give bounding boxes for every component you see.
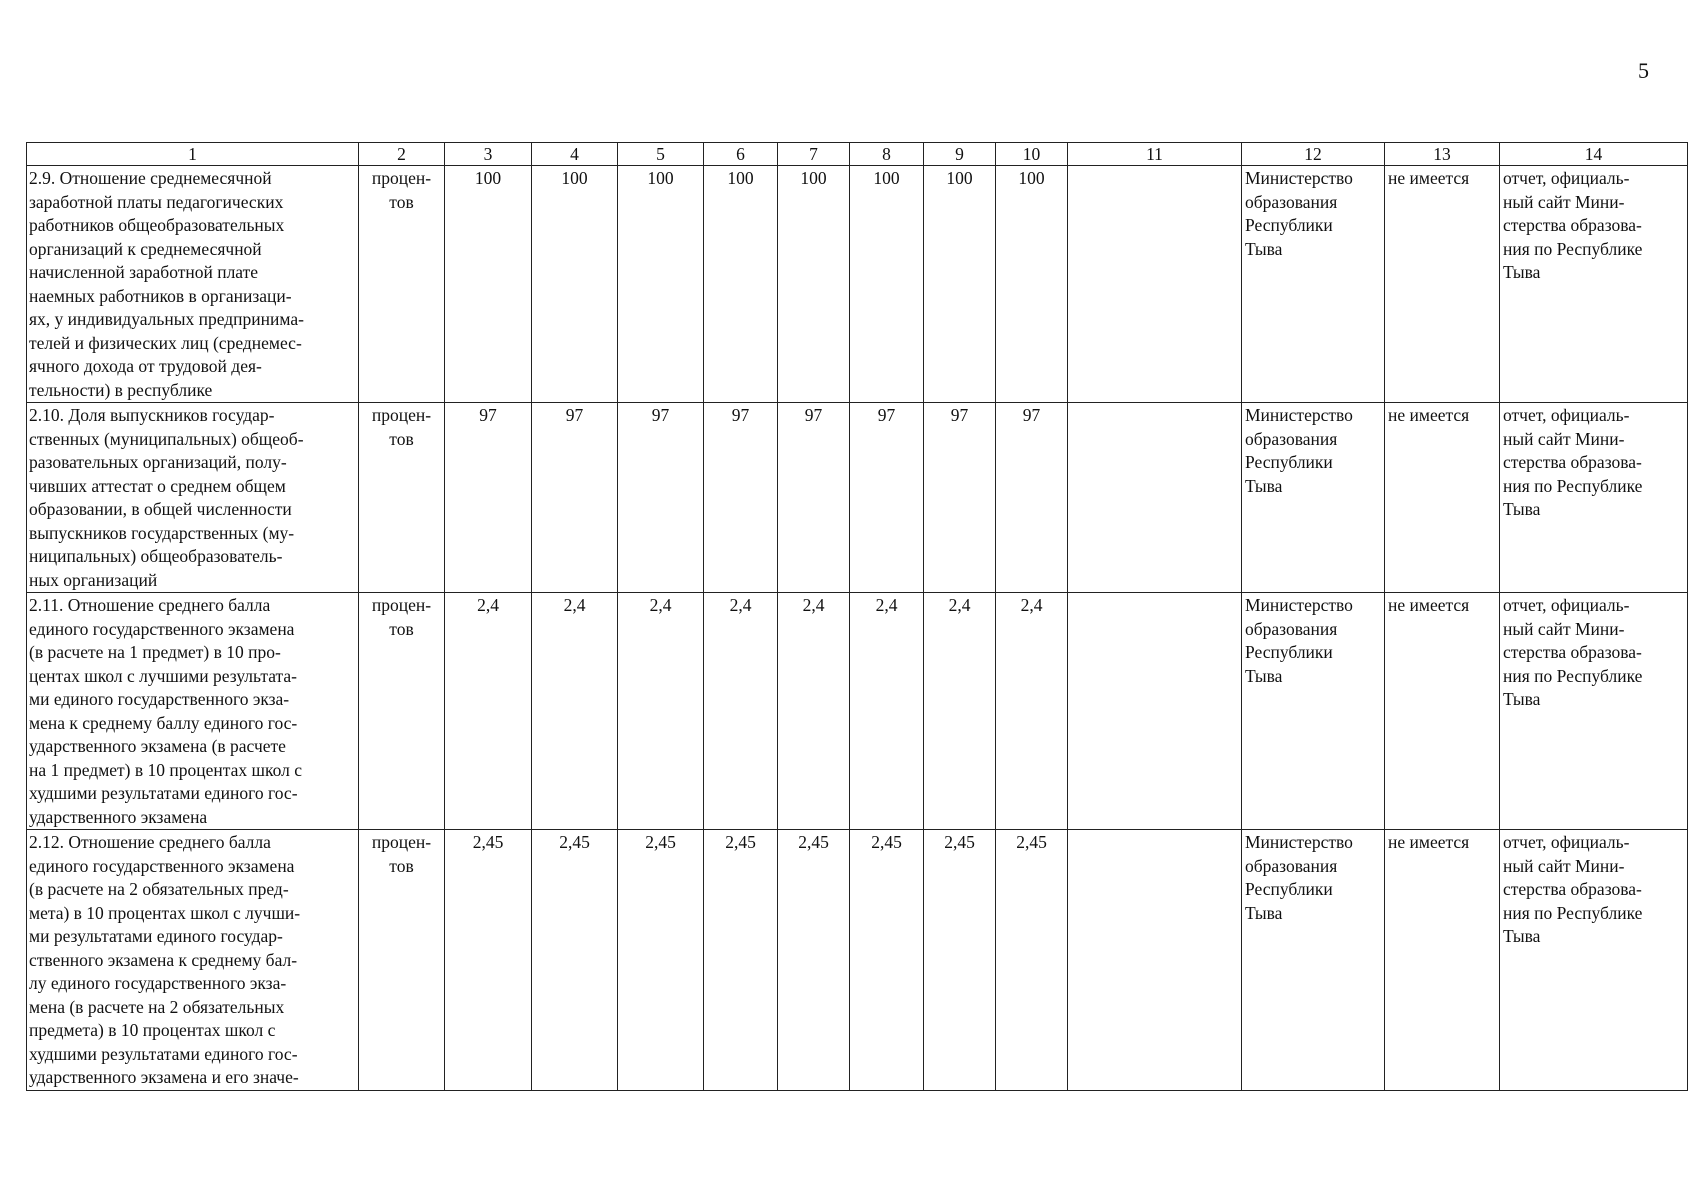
cell-text-line: ный сайт Мини- xyxy=(1503,855,1625,876)
cell-text-line: Тыва xyxy=(1245,902,1283,923)
cell-text-line: Министерство xyxy=(1245,405,1353,425)
header-cell: 8 xyxy=(850,143,924,166)
cell-text-line: лу единого государственного экза- xyxy=(29,973,287,993)
cell-text-line: ный сайт Мини- xyxy=(1503,191,1625,212)
cell-text-line: отчет, официаль- xyxy=(1503,832,1630,852)
value-cell: 2,4 xyxy=(445,593,532,830)
header-cell: 9 xyxy=(924,143,996,166)
header-cell: 13 xyxy=(1385,143,1500,166)
cell-text-line: на 1 предмет) в 10 процентах школ с xyxy=(29,759,302,780)
header-cell: 14 xyxy=(1500,143,1688,166)
header-cell: 4 xyxy=(532,143,618,166)
cell-text-line: наемных работников в организаци- xyxy=(29,285,292,306)
indicator-name-cell xyxy=(27,166,359,403)
header-cell: 5 xyxy=(618,143,704,166)
cell-text-line: Республики xyxy=(1245,452,1333,472)
cell-text-line: ный сайт Мини- xyxy=(1503,428,1625,449)
value-cell: 2,4 xyxy=(924,593,996,830)
cell-text-line: начисленной заработной плате xyxy=(29,262,259,282)
data-source-cell xyxy=(1500,166,1688,403)
value-cell: 2,45 xyxy=(445,830,532,1091)
value-cell: 2,45 xyxy=(618,830,704,1091)
cell-text-line: 2.9. Отношение среднемесячной xyxy=(29,168,272,188)
cell-text-line: мена (в расчете на 2 обязательных xyxy=(29,996,285,1017)
value-cell: 2,45 xyxy=(850,830,924,1091)
cell-text-line: тельности) в республике xyxy=(29,379,213,400)
unit-cell xyxy=(359,166,445,403)
cell-text-line: Республики xyxy=(1245,642,1333,662)
value-cell: 97 xyxy=(532,403,618,593)
header-cell: 3 xyxy=(445,143,532,166)
cell-text-line: ми единого государственного экза- xyxy=(29,689,290,709)
value-cell: 97 xyxy=(924,403,996,593)
value-cell: 100 xyxy=(532,166,618,403)
table-row xyxy=(27,166,1688,403)
cell-text-line: ударственного экзамена и его значе- xyxy=(29,1067,299,1087)
value-cell: 100 xyxy=(778,166,850,403)
cell-text-line: тов xyxy=(389,855,414,876)
cell-text-line: процен- xyxy=(371,405,432,425)
cell-text-line: 2.11. Отношение среднего балла xyxy=(29,595,271,615)
responsible-executor-cell xyxy=(1242,593,1385,830)
value-cell: 97 xyxy=(704,403,778,593)
value-cell: 100 xyxy=(445,166,532,403)
cell-text-line: тов xyxy=(389,191,414,212)
cell-text-line: телей и физических лиц (среднемес- xyxy=(29,332,302,353)
value-cell: 100 xyxy=(850,166,924,403)
cell-text-line: процен- xyxy=(371,595,432,615)
cell-text-line: единого государственного экзамена xyxy=(29,855,295,876)
cell-text-line: тов xyxy=(389,428,414,449)
cell-text-line: Тыва xyxy=(1503,262,1541,282)
table-row xyxy=(27,403,1688,593)
cell-text-line: стерства образова- xyxy=(1503,452,1642,472)
cell-text-line: ячного дохода от трудовой дея- xyxy=(29,356,262,376)
unit-cell xyxy=(359,403,445,593)
value-cell: 100 xyxy=(704,166,778,403)
cell-text-line: выпускников государственных (му- xyxy=(29,522,295,543)
cell-text-line: 2.10. Доля выпускников государ- xyxy=(29,405,275,425)
header-cell: 12 xyxy=(1242,143,1385,166)
cell-text-line: образования xyxy=(1245,428,1338,449)
header-cell: 7 xyxy=(778,143,850,166)
value-cell: 100 xyxy=(996,166,1068,403)
column-13-cell: не имеется xyxy=(1385,593,1500,830)
indicator-name-cell xyxy=(27,593,359,830)
value-cell: 100 xyxy=(924,166,996,403)
value-cell: 97 xyxy=(618,403,704,593)
value-cell: 2,45 xyxy=(996,830,1068,1091)
cell-text-line: чивших аттестат о среднем общем xyxy=(29,475,286,496)
value-cell: 2,4 xyxy=(996,593,1068,830)
page-number: 5 xyxy=(1638,58,1649,83)
cell-text-line: ния по Республике xyxy=(1503,238,1643,259)
cell-text-line: стерства образова- xyxy=(1503,642,1642,662)
value-cell: 97 xyxy=(996,403,1068,593)
cell-text-line: (в расчете на 1 предмет) в 10 про- xyxy=(29,642,281,662)
cell-text-line: мета) в 10 процентах школ с лучши- xyxy=(29,902,301,923)
cell-text-line: предмета) в 10 процентах школ с xyxy=(29,1020,276,1040)
cell-text-line: Тыва xyxy=(1245,665,1283,686)
header-row xyxy=(27,143,1688,166)
column-13-cell: не имеется xyxy=(1385,166,1500,403)
value-cell: 97 xyxy=(445,403,532,593)
cell-text-line: Тыва xyxy=(1503,689,1541,709)
cell-text-line: ния по Республике xyxy=(1503,902,1643,923)
cell-text-line: ственных (муниципальных) общеоб- xyxy=(29,428,304,449)
data-source-cell xyxy=(1500,593,1688,830)
column-11-cell xyxy=(1068,593,1242,830)
cell-text-line: отчет, официаль- xyxy=(1503,405,1630,425)
cell-text-line: ми результатами единого государ- xyxy=(29,926,283,946)
table-row xyxy=(27,830,1688,1091)
column-11-cell xyxy=(1068,830,1242,1091)
value-cell: 2,4 xyxy=(850,593,924,830)
cell-text-line: Тыва xyxy=(1245,238,1283,259)
indicator-name-cell xyxy=(27,403,359,593)
cell-text-line: (в расчете на 2 обязательных пред- xyxy=(29,879,289,899)
value-cell: 2,45 xyxy=(924,830,996,1091)
cell-text-line: образования xyxy=(1245,191,1338,212)
cell-text-line: работников общеобразовательных xyxy=(29,215,285,235)
cell-text-line: ударственного экзамена xyxy=(29,806,208,827)
responsible-executor-cell xyxy=(1242,830,1385,1091)
cell-text-line: Республики xyxy=(1245,215,1333,235)
header-cell: 2 xyxy=(359,143,445,166)
value-cell: 2,45 xyxy=(778,830,850,1091)
cell-text-line: ударственного экзамена (в расчете xyxy=(29,736,286,756)
cell-text-line: ный сайт Мини- xyxy=(1503,618,1625,639)
cell-text-line: ния по Республике xyxy=(1503,665,1643,686)
data-source-cell xyxy=(1500,403,1688,593)
cell-text-line: отчет, официаль- xyxy=(1503,168,1630,188)
cell-text-line: Министерство xyxy=(1245,832,1353,852)
cell-text-line: стерства образова- xyxy=(1503,879,1642,899)
header-cell: 10 xyxy=(996,143,1068,166)
cell-text-line: Министерство xyxy=(1245,595,1353,615)
cell-text-line: единого государственного экзамена xyxy=(29,618,295,639)
value-cell: 97 xyxy=(850,403,924,593)
cell-text-line: образования xyxy=(1245,618,1338,639)
unit-cell xyxy=(359,593,445,830)
cell-text-line: худшими результатами единого гос- xyxy=(29,1043,298,1064)
indicator-name-cell xyxy=(27,830,359,1091)
cell-text-line: разовательных организаций, полу- xyxy=(29,452,287,472)
responsible-executor-cell xyxy=(1242,403,1385,593)
cell-text-line: ниципальных) общеобразователь- xyxy=(29,546,283,566)
value-cell: 2,4 xyxy=(778,593,850,830)
value-cell: 2,4 xyxy=(532,593,618,830)
indicators-table xyxy=(26,142,1688,1091)
unit-cell xyxy=(359,830,445,1091)
cell-text-line: 2.12. Отношение среднего балла xyxy=(29,832,271,852)
value-cell: 2,45 xyxy=(532,830,618,1091)
cell-text-line: стерства образова- xyxy=(1503,215,1642,235)
cell-text-line: образовании, в общей численности xyxy=(29,499,292,519)
cell-text-line: ния по Республике xyxy=(1503,475,1643,496)
column-13-cell: не имеется xyxy=(1385,830,1500,1091)
cell-text-line: отчет, официаль- xyxy=(1503,595,1630,615)
column-11-cell xyxy=(1068,166,1242,403)
column-11-cell xyxy=(1068,403,1242,593)
cell-text-line: ях, у индивидуальных предпринима- xyxy=(29,309,304,329)
value-cell: 2,45 xyxy=(704,830,778,1091)
cell-text-line: заработной платы педагогических xyxy=(29,191,284,212)
data-source-cell xyxy=(1500,830,1688,1091)
header-cell: 1 xyxy=(27,143,359,166)
table-row xyxy=(27,593,1688,830)
cell-text-line: организаций к среднемесячной xyxy=(29,238,262,259)
header-cell: 11 xyxy=(1068,143,1242,166)
cell-text-line: образования xyxy=(1245,855,1338,876)
cell-text-line: ственного экзамена к среднему бал- xyxy=(29,949,298,970)
responsible-executor-cell xyxy=(1242,166,1385,403)
cell-text-line: мена к среднему баллу единого гос- xyxy=(29,712,298,733)
cell-text-line: Республики xyxy=(1245,879,1333,899)
value-cell: 97 xyxy=(778,403,850,593)
header-cell: 6 xyxy=(704,143,778,166)
cell-text-line: процен- xyxy=(371,168,432,188)
cell-text-line: Тыва xyxy=(1245,475,1283,496)
value-cell: 2,4 xyxy=(618,593,704,830)
cell-text-line: Тыва xyxy=(1503,499,1541,519)
value-cell: 2,4 xyxy=(704,593,778,830)
cell-text-line: центах школ с лучшими результата- xyxy=(29,665,297,686)
cell-text-line: ных организаций xyxy=(29,569,158,590)
cell-text-line: худшими результатами единого гос- xyxy=(29,783,298,803)
cell-text-line: Министерство xyxy=(1245,168,1353,188)
cell-text-line: Тыва xyxy=(1503,926,1541,946)
cell-text-line: процен- xyxy=(371,832,432,852)
value-cell: 100 xyxy=(618,166,704,403)
cell-text-line: тов xyxy=(389,618,414,639)
column-13-cell: не имеется xyxy=(1385,403,1500,593)
